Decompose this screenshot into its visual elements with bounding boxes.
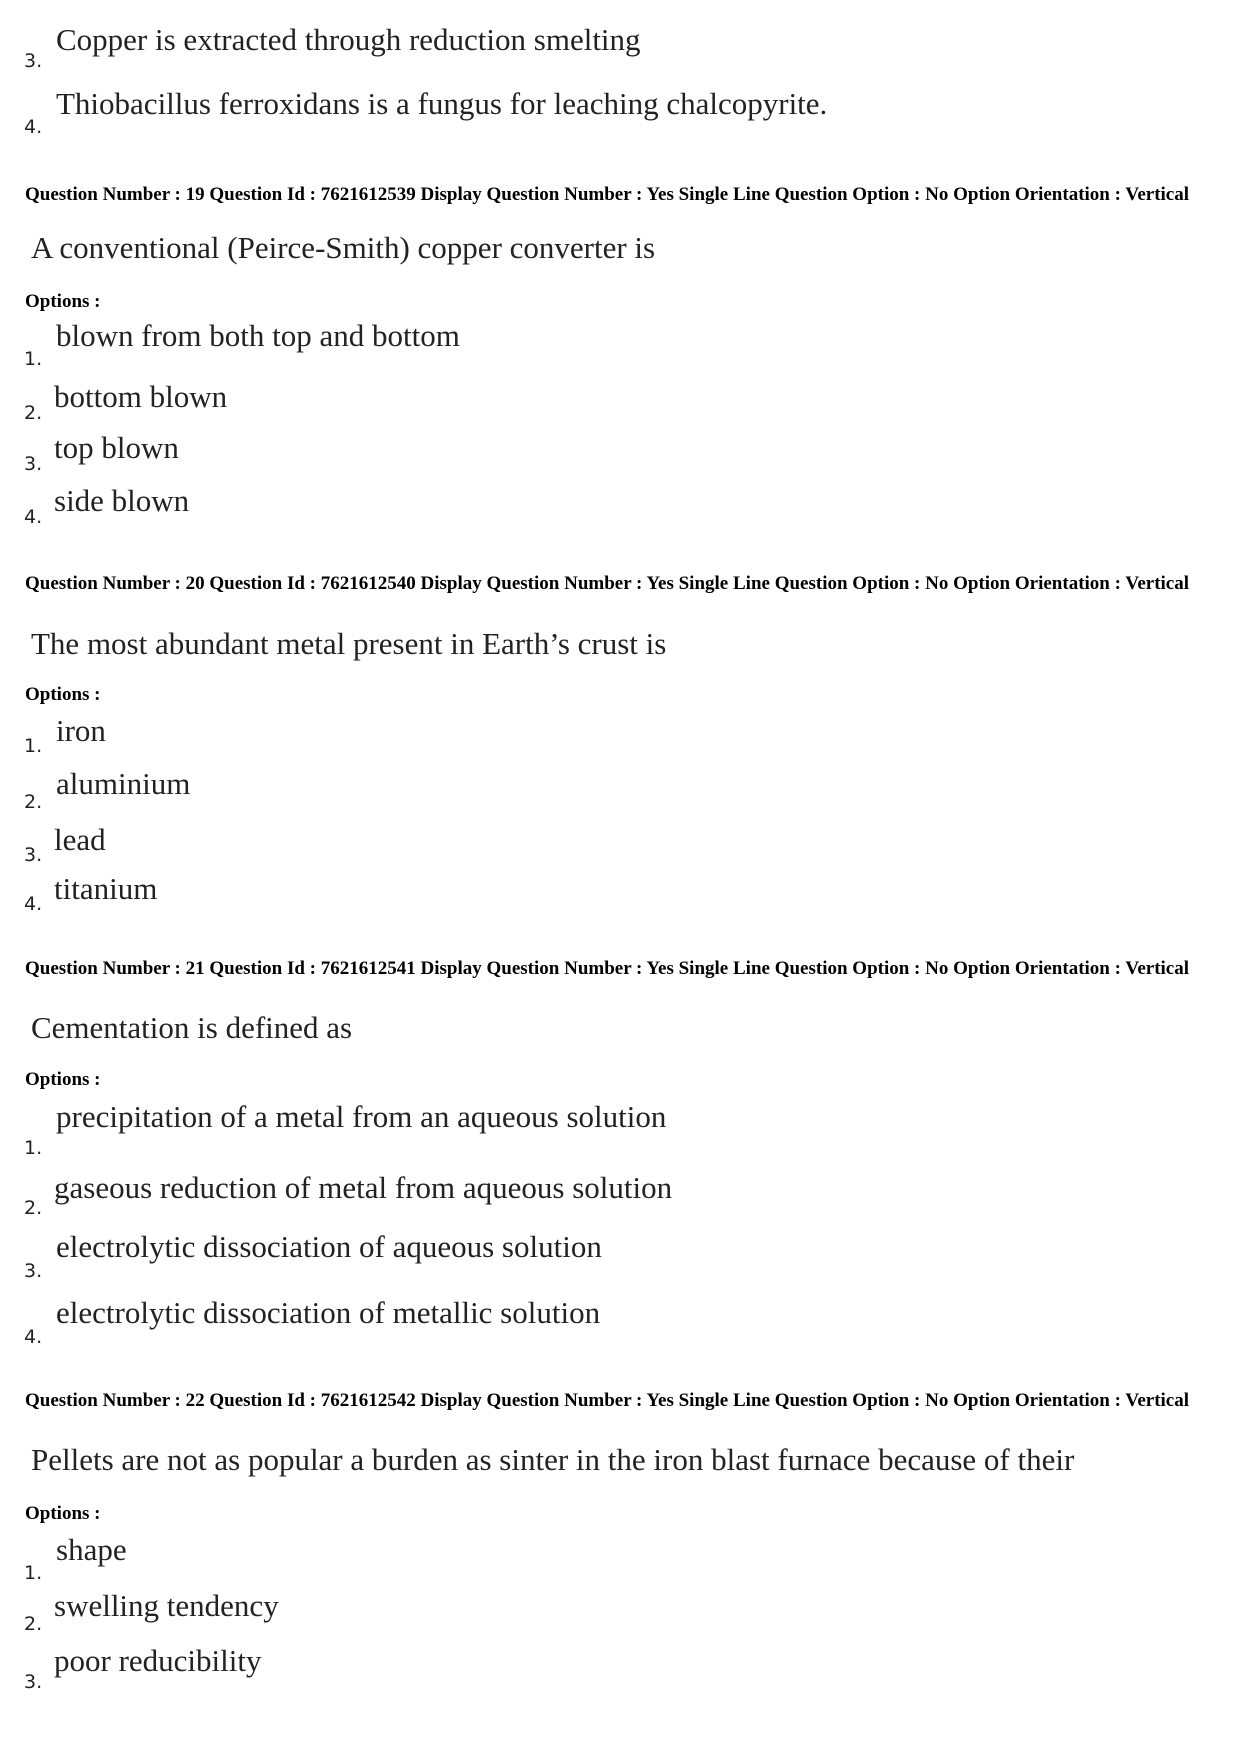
option-text: side blown	[54, 483, 190, 518]
question-meta: Question Number : 22 Question Id : 7621612542 Display Question Number : Yes Single Line Question Option : No Option Orientation : Vertical	[25, 1390, 1190, 1411]
option-text: poor reducibility	[54, 1643, 262, 1678]
option-number: 4.	[24, 506, 43, 528]
question-meta: Question Number : 19 Question Id : 7621612539 Display Question Number : Yes Single Line Question Option : No Option Orientation : Vertical	[25, 184, 1190, 205]
options-label: Options :	[25, 1503, 101, 1524]
option-text: lead	[54, 822, 106, 857]
question-meta: Question Number : 21 Question Id : 7621612541 Display Question Number : Yes Single Line Question Option : No Option Orientation : Vertical	[25, 958, 1190, 979]
option-number: 4.	[24, 1326, 43, 1348]
option-number: 3.	[24, 1260, 43, 1282]
option-number: 4.	[24, 893, 43, 915]
option-text: aluminium	[56, 766, 191, 801]
options-label: Options :	[25, 1069, 101, 1090]
options-label: Options :	[25, 291, 101, 312]
question-stem: The most abundant metal present in Earth’s crust is	[31, 626, 667, 661]
question-stem: A conventional (Peirce-Smith) copper converter is	[31, 230, 656, 265]
option-number: 2.	[24, 1197, 43, 1219]
question-stem: Cementation is defined as	[31, 1010, 353, 1045]
question-stem: Pellets are not as popular a burden as sinter in the iron blast furnace because of their	[31, 1442, 1075, 1477]
option-number: 1.	[24, 348, 43, 370]
option-number: 1.	[24, 1137, 43, 1159]
option-number: 3.	[24, 50, 43, 72]
option-text: iron	[56, 713, 106, 748]
option-text: swelling tendency	[54, 1588, 279, 1623]
option-text: blown from both top and bottom	[56, 318, 460, 353]
option-number: 4.	[24, 116, 43, 138]
option-number: 2.	[24, 1613, 43, 1635]
option-number: 1.	[24, 1562, 43, 1584]
option-number: 2.	[24, 402, 43, 424]
option-text: precipitation of a metal from an aqueous solution	[56, 1099, 667, 1134]
option-text: Copper is extracted through reduction smelting	[56, 22, 641, 57]
question-meta: Question Number : 20 Question Id : 7621612540 Display Question Number : Yes Single Line Question Option : No Option Orientation : Vertical	[25, 573, 1190, 594]
option-text: titanium	[54, 871, 158, 906]
option-number: 2.	[24, 791, 43, 813]
option-text: electrolytic dissociation of metallic solution	[56, 1295, 601, 1330]
option-number: 3.	[24, 1671, 43, 1693]
option-text: gaseous reduction of metal from aqueous solution	[54, 1170, 673, 1205]
option-number: 3.	[24, 453, 43, 475]
option-text: top blown	[54, 430, 179, 465]
option-text: Thiobacillus ferroxidans is a fungus for leaching chalcopyrite.	[56, 86, 828, 121]
option-text: electrolytic dissociation of aqueous solution	[56, 1229, 602, 1264]
option-text: bottom blown	[54, 379, 228, 414]
option-number: 3.	[24, 844, 43, 866]
option-number: 1.	[24, 735, 43, 757]
options-label: Options :	[25, 684, 101, 705]
option-text: shape	[56, 1532, 127, 1567]
